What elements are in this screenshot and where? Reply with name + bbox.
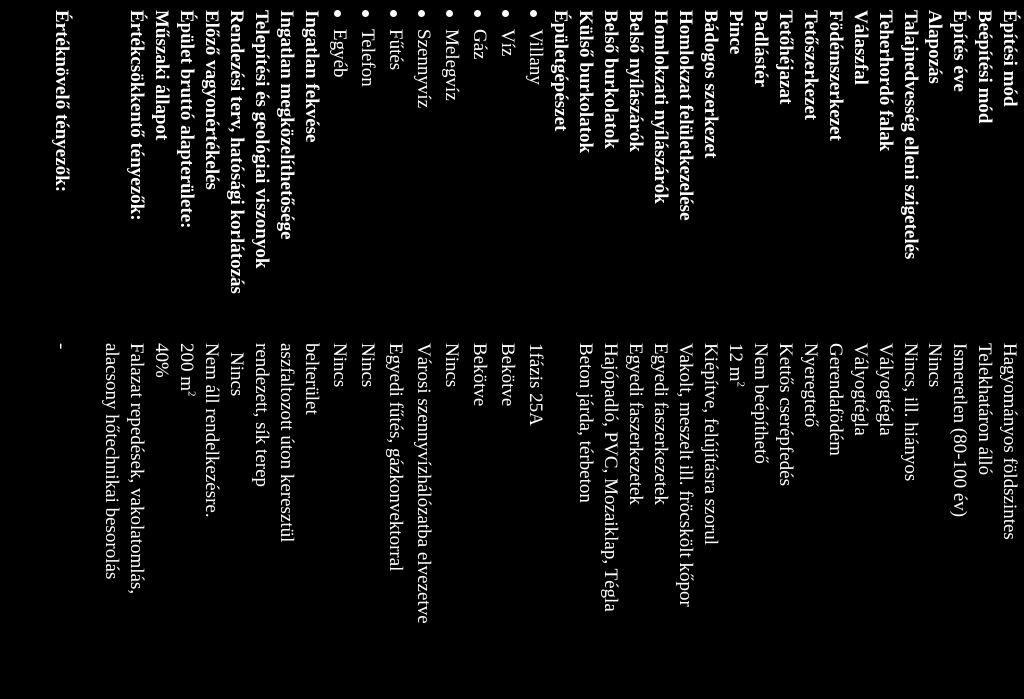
row-value: aszfaltozott úton keresztül [276,343,297,543]
row-value: Falazat repedések, vakolatomlás, [126,343,147,595]
row-label: Építési mód [999,10,1020,107]
row-futes [380,0,410,699]
row-value: Gerendafödém [825,343,846,456]
row-value: Nincs [441,343,462,388]
row-label: Alapozás [924,10,945,84]
bullet-icon [530,10,537,17]
row-label: Telefon [357,29,378,87]
row-value: Telekhatáron álló [974,343,995,476]
value-text: 12 m [725,343,746,382]
row-value: Városi szennyvízhálózatba elvezetve [413,343,434,624]
row-value: Vályogtégla [850,343,871,436]
row-value: rendezett, sík terep [251,343,272,488]
row-label: Födémszerkezet [825,10,846,141]
row-value: Vakolt, meszelt ill. fröcskölt kőpor [675,343,696,607]
row-value: Vályogtégla [875,343,896,436]
row-label: Válaszfal [850,10,871,85]
row-value: belterület [301,343,322,415]
row-value: Kiépítve, felújításra szorul [700,343,721,546]
row-label: Értéknövelő tényezők: [51,10,72,193]
row-value: Nincs, ill. hiányos [900,343,921,482]
row-label: Épület bruttó alapterülete: [176,10,197,229]
row-label: Telepítési és geológiai viszonyok [251,10,272,269]
row-label: Bádogos szerkezet [700,10,721,159]
row-label: Tetőszerkezet [800,10,821,121]
row-label: Padlástér [750,10,771,88]
row-label: Értékcsökkentő tényezők: [126,10,147,221]
row-label: Építés éve [949,10,970,92]
row-szennyviz [408,0,438,699]
row-label: Villany [525,29,546,85]
row-value: Ismeretlen (80-100 év) [949,343,970,518]
row-value: Egyedi faszerkezetek [650,343,671,505]
row-label: Fűtés [385,29,406,71]
row-value: Bekötve [469,343,490,407]
row-ertekcsokkento-cont [96,0,126,699]
row-label: Homlokzat felületkezelése [675,10,696,221]
row-value: Egyedi faszerkezetek [625,343,646,505]
superscript: 2 [185,391,198,397]
row-value: Hagyományos földszintes [999,343,1020,540]
row-label: Víz [497,29,518,57]
row-erteknovelo [46,0,76,699]
row-value: Nincs [357,343,378,388]
row-label: Ingatlan fekvése [301,10,322,143]
row-label: Teherhordó falak [875,10,896,152]
row-label: Külső burkolatok [575,10,596,154]
row-value: Nem beépíthető [750,343,771,464]
row-label: Egyéb [329,29,350,78]
row-label: Belső burkolatok [600,10,621,149]
row-label: Homlokzati nyílászárók [650,10,671,204]
row-value: Kettős cserépfedés [775,343,796,486]
row-label: Rendezési terv, hatósági korlátozás [226,10,247,294]
row-label: Gáz [469,29,490,60]
row-value: Bekötve [497,343,518,407]
row-value: Nem áll rendelkezésre. [201,343,222,518]
row-label: Beépítési mód [974,10,995,124]
superscript: 2 [734,381,747,388]
row-label: Pince [725,10,746,55]
row-label: Melegvíz [441,29,462,101]
row-label: Műszaki állapot [151,10,172,141]
row-value: 40% [151,343,172,378]
row-label: Előző vagyonértékelés [201,10,222,190]
row-value: Egyedi fűtés, gázkonvektorral [385,343,406,572]
bullet-icon [418,10,425,17]
row-value: 1fázis 25A [525,343,546,426]
row-value: Nincs [226,352,247,397]
row-gaz [464,0,494,699]
row-label: Belső nyílászárók [625,10,646,152]
row-label: Talajnedvesség elleni szigetelés [900,10,921,260]
row-villany [520,0,550,699]
bullet-icon [390,10,397,17]
row-label: Tetőhéjazat [775,10,796,105]
row-value: Nincs [924,343,945,388]
bullet-icon [334,10,341,17]
row-telefon [352,0,382,699]
row-value: Hajópadló, PVC, Mozaiklap, Tégla [600,343,621,612]
row-value: Nyeregtető [800,343,821,428]
row-melegviz [436,0,466,699]
row-value: - [51,343,72,350]
row-viz [492,0,522,699]
value-text: 200 m [176,343,197,392]
row-label: Szennyvíz [413,29,434,109]
row-value: alacsony hőtechnikai besorolás [101,343,122,580]
section-heading: Épületgépészet [550,10,571,132]
row-egyeb [324,0,354,699]
bullet-icon [502,10,509,17]
bullet-icon [446,10,453,17]
row-label: Ingatlan megközelíthetősége [276,10,297,240]
bullet-icon [474,10,481,17]
bullet-icon [362,10,369,17]
row-value: Nincs [329,343,350,388]
row-value: Beton járda, térbeton [575,343,596,503]
